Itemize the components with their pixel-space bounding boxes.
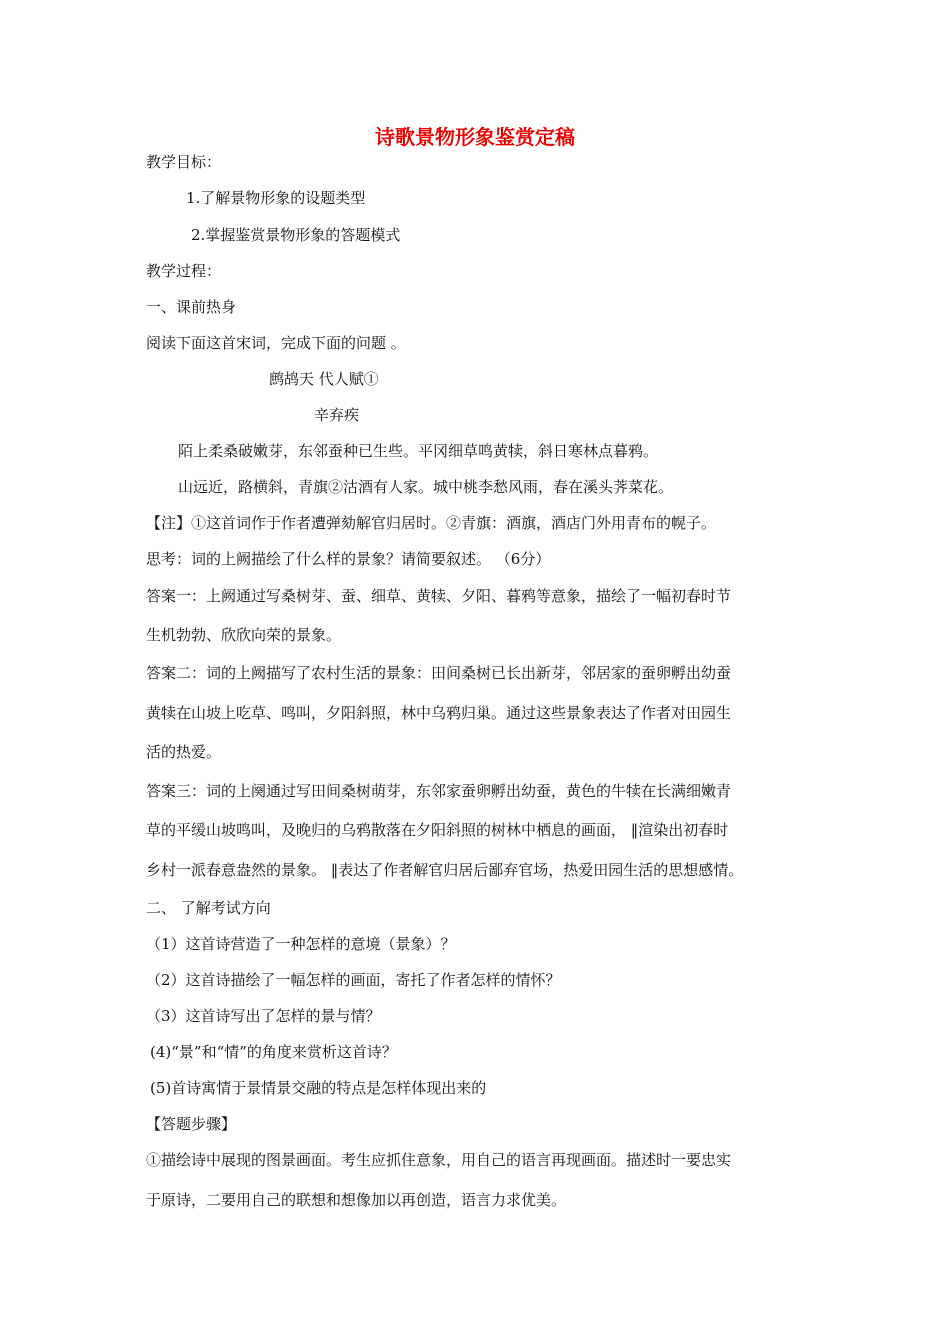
reading-instruction: 阅读下面这首宋词，完成下面的问题 。 (146, 334, 406, 352)
process-heading: 教学过程： (146, 262, 222, 280)
objectives-heading: 教学目标： (146, 153, 222, 171)
exam-question-1: （1）这首诗营造了一种怎样的意境（景象）？ (146, 935, 456, 953)
exam-question-2: （2）这首诗描绘了一幅怎样的画面，寄托了作者怎样的情怀？ (146, 971, 561, 989)
answer-3-line: 答案三：词的上阕通过写田间桑树萌芽，东邻家蚕卵孵出幼蚕，黄色的牛犊在长满细嫩青 (146, 782, 732, 800)
answer-1-line: 生机勃勃、欣欣向荣的景象。 (146, 626, 342, 644)
answer-2-line: 活的热爱。 (146, 743, 222, 761)
section-2-heading: 二、 了解考试方向 (146, 899, 271, 917)
answer-2-line: 答案二：词的上阙描写了农村生活的景象：田间桑树已长出新芽，邻居家的蚕卵孵出幼蚕 (146, 664, 732, 682)
step-1-line: 于原诗，二要用自己的联想和想像加以再创造，语言力求优美。 (146, 1191, 567, 1209)
poem-note: 【注】①这首词作于作者遭弹劾解官归居时。②青旗：酒旗，酒店门外用青布的幌子。 (146, 514, 717, 532)
objective-1: 1.了解景物形象的设题类型 (186, 189, 366, 207)
exam-question-3: （3）这首诗写出了怎样的景与情？ (146, 1007, 381, 1025)
poem-author: 辛弃疾 (314, 406, 360, 424)
think-question: 思考：词的上阙描绘了什么样的景象？请简要叙述。 （6分） (146, 550, 551, 568)
page-title: 诗歌景物形象鉴赏定稿 (375, 125, 575, 149)
answer-steps-heading: 【答题步骤】 (146, 1115, 237, 1133)
poem-title: 鹧鸪天 代人赋① (269, 370, 379, 388)
poem-line: 陌上柔桑破嫩芽，东邻蚕种已生些。平冈细草鸣黄犊，斜日寒林点暮鸦。 (178, 442, 659, 460)
poem-line: 山远近，路横斜，青旗②沽酒有人家。城中桃李愁风雨，春在溪头荠菜花。 (178, 478, 674, 496)
answer-1-line: 答案一：上阙通过写桑树芽、蚕、细草、黄犊、夕阳、暮鸦等意象，描绘了一幅初春时节 (146, 587, 732, 605)
exam-question-4: (4)“景”和“情”的角度来赏析这首诗？ (150, 1043, 397, 1061)
answer-3-line: 乡村一派春意盎然的景象。 ‖表达了作者解官归居后鄙弃官场，热爱田园生活的思想感情。 (146, 861, 744, 879)
exam-question-5: (5)首诗寓情于景情景交融的特点是怎样体现出来的 (150, 1079, 487, 1097)
answer-3-line: 草的平缓山坡鸣叫，及晚归的乌鸦散落在夕阳斜照的树林中栖息的画面， ‖渲染出初春时 (146, 821, 729, 839)
section-1-heading: 一、课前热身 (146, 298, 237, 316)
step-1-line: ①描绘诗中展现的图景画面。考生应抓住意象，用自己的语言再现画面。描述时一要忠实 (146, 1151, 732, 1169)
answer-2-line: 黄犊在山坡上吃草、鸣叫，夕阳斜照，林中乌鸦归巢。通过这些景象表达了作者对田园生 (146, 704, 732, 722)
objective-2: 2.掌握鉴赏景物形象的答题模式 (191, 226, 401, 244)
